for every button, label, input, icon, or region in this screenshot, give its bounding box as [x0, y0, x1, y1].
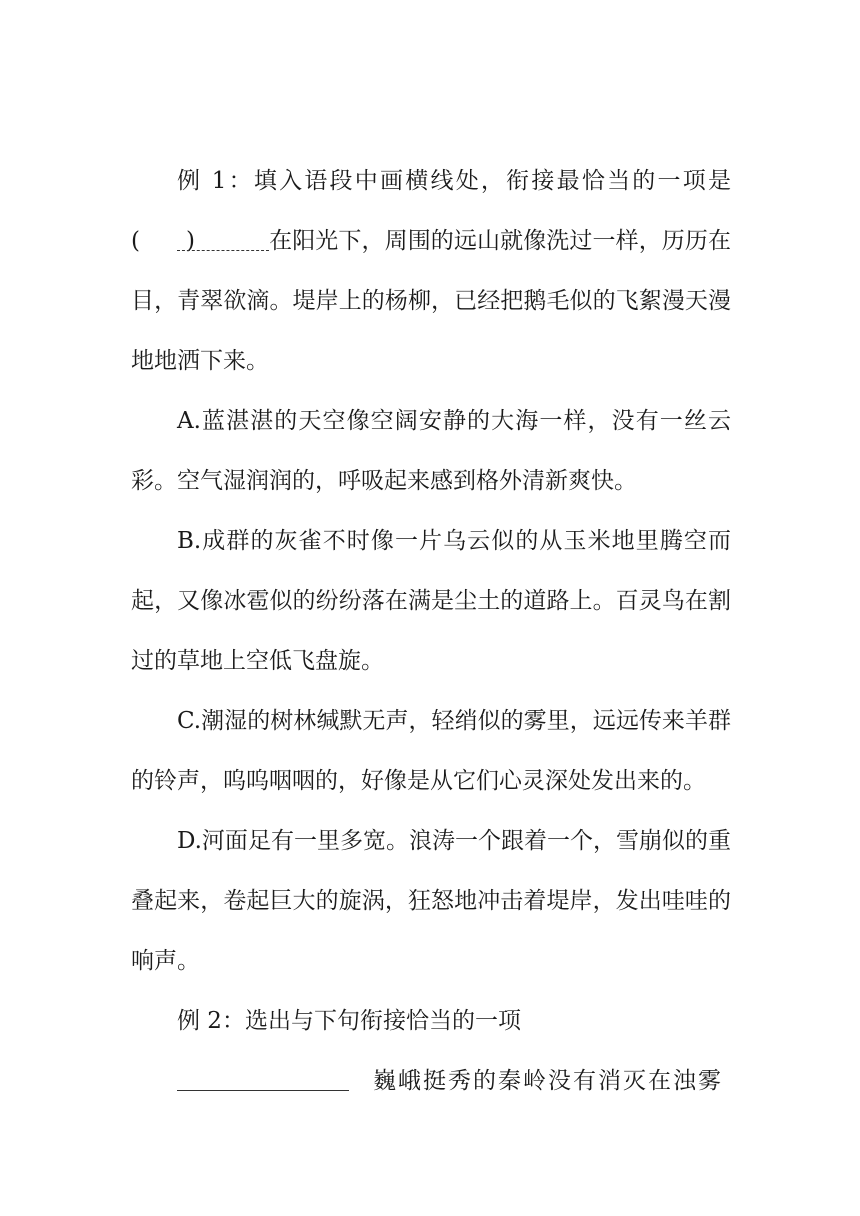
example2-passage-text: 巍峨挺秀的秦岭没有消灭在浊雾	[373, 1068, 723, 1094]
example1-option-a: A.蓝湛湛的天空像空阔安静的大海一样，没有一丝云彩。空气湿润润的，呼吸起来感到格外清新爽快。	[131, 408, 731, 494]
example1-question: 例 1：填入语段中画横线处，衔接最恰当的一项是( )	[131, 168, 731, 254]
example1-passage	[131, 211, 731, 391]
fill-blank	[177, 1068, 349, 1091]
example1-passage-text: 在阳光下，周围的远山就像洗过一样，历历在目，青翠欲滴。堤岸上的杨柳，已经把鹅毛似的飞絮漫天漫地地洒下来。	[131, 228, 731, 374]
example1-option-d: D.河面足有一里多宽。浪涛一个跟着一个，雪崩似的重叠起来，卷起巨大的旋涡，狂怒地冲击着堤岸，发出哇哇的响声。	[131, 828, 731, 974]
fill-blank	[177, 228, 269, 251]
example1-option-c: C.潮湿的树林缄默无声，轻绡似的雾里，远远传来羊群的铃声，呜呜咽咽的，好像是从它们心灵深处发出来的。	[131, 708, 731, 794]
example2-question: 例 2：选出与下句衔接恰当的一项	[177, 1008, 521, 1034]
example1-option-b: B.成群的灰雀不时像一片乌云似的从玉米地里腾空而起，又像冰雹似的纷纷落在满是尘土的道路上。百灵鸟在割过的草地上空低飞盘旋。	[131, 528, 731, 674]
example2-passage	[131, 1051, 731, 1111]
